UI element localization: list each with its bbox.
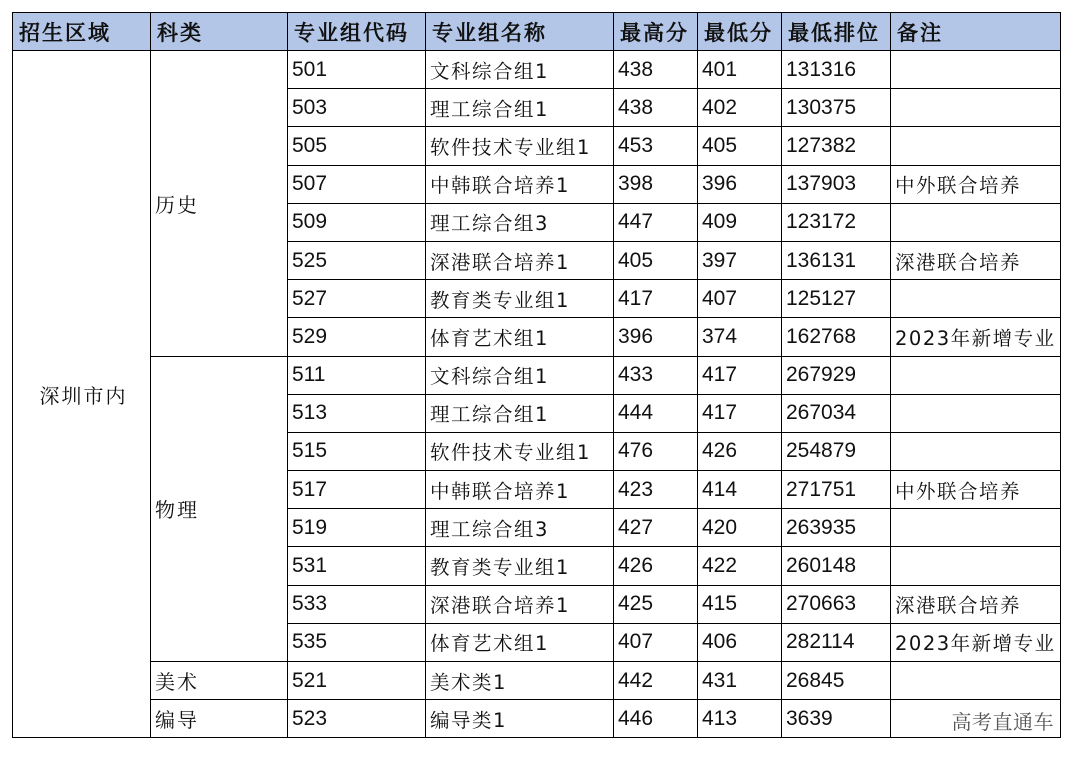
- min-rank-cell: 254879: [782, 432, 891, 470]
- header-note: 备注: [891, 13, 1061, 51]
- min-rank-cell: 260148: [782, 547, 891, 585]
- note-cell: 2023年新增专业: [891, 318, 1061, 356]
- group-code-cell: 505: [288, 127, 426, 165]
- group-code-cell: 501: [288, 51, 426, 89]
- group-name-cell: 理工综合组3: [426, 203, 614, 241]
- note-cell: [891, 89, 1061, 127]
- group-name-cell: 理工综合组1: [426, 394, 614, 432]
- group-name-cell: 软件技术专业组1: [426, 432, 614, 470]
- max-score-cell: 438: [614, 51, 698, 89]
- note-cell: 深港联合培养: [891, 241, 1061, 279]
- table-row: [13, 51, 1061, 89]
- group-code-cell: 531: [288, 547, 426, 585]
- min-rank-cell: 267929: [782, 356, 891, 394]
- group-code-cell: 511: [288, 356, 426, 394]
- min-score-cell: 422: [698, 547, 782, 585]
- group-code-cell: 513: [288, 394, 426, 432]
- score-table-container: [12, 12, 1061, 738]
- group-code-cell: 525: [288, 241, 426, 279]
- table-row: [13, 662, 1061, 700]
- group-name-cell: 深港联合培养1: [426, 585, 614, 623]
- admission-score-table: [12, 12, 1061, 738]
- group-name-cell: 体育艺术组1: [426, 623, 614, 661]
- min-score-cell: 405: [698, 127, 782, 165]
- header-max-score: 最高分: [614, 13, 698, 51]
- note-cell: [891, 394, 1061, 432]
- group-name-cell: 美术类1: [426, 662, 614, 700]
- min-score-cell: 401: [698, 51, 782, 89]
- group-code-cell: 509: [288, 203, 426, 241]
- max-score-cell: 447: [614, 203, 698, 241]
- note-cell: [891, 662, 1061, 700]
- min-rank-cell: 282114: [782, 623, 891, 661]
- group-code-cell: 527: [288, 280, 426, 318]
- min-rank-cell: 162768: [782, 318, 891, 356]
- min-rank-cell: 137903: [782, 165, 891, 203]
- note-cell: [891, 547, 1061, 585]
- min-rank-cell: 136131: [782, 241, 891, 279]
- min-score-cell: 415: [698, 585, 782, 623]
- header-row: [13, 13, 1061, 51]
- max-score-cell: 442: [614, 662, 698, 700]
- max-score-cell: 446: [614, 700, 698, 738]
- subject-cell: 编导: [151, 700, 288, 738]
- min-rank-cell: 270663: [782, 585, 891, 623]
- note-cell: [891, 127, 1061, 165]
- group-code-cell: 521: [288, 662, 426, 700]
- group-code-cell: 503: [288, 89, 426, 127]
- max-score-cell: 433: [614, 356, 698, 394]
- subject-cell: 美术: [151, 662, 288, 700]
- subject-cell: 物理: [151, 356, 288, 662]
- max-score-cell: 405: [614, 241, 698, 279]
- group-name-cell: 深港联合培养1: [426, 241, 614, 279]
- header-group-code: 专业组代码: [288, 13, 426, 51]
- note-cell: 中外联合培养: [891, 165, 1061, 203]
- header-min-score: 最低分: [698, 13, 782, 51]
- group-name-cell: 中韩联合培养1: [426, 165, 614, 203]
- max-score-cell: 426: [614, 547, 698, 585]
- table-body: [13, 51, 1061, 738]
- note-cell: [891, 51, 1061, 89]
- note-cell: [891, 509, 1061, 547]
- max-score-cell: 396: [614, 318, 698, 356]
- note-cell: [891, 356, 1061, 394]
- group-code-cell: 507: [288, 165, 426, 203]
- header-group-name: 专业组名称: [426, 13, 614, 51]
- min-score-cell: 409: [698, 203, 782, 241]
- group-name-cell: 教育类专业组1: [426, 547, 614, 585]
- min-rank-cell: 263935: [782, 509, 891, 547]
- min-rank-cell: 130375: [782, 89, 891, 127]
- group-name-cell: 文科综合组1: [426, 356, 614, 394]
- group-name-cell: 理工综合组1: [426, 89, 614, 127]
- table-row: [13, 356, 1061, 394]
- header-subject: 科类: [151, 13, 288, 51]
- group-code-cell: 517: [288, 471, 426, 509]
- group-name-cell: 中韩联合培养1: [426, 471, 614, 509]
- subject-cell: 历史: [151, 51, 288, 357]
- max-score-cell: 425: [614, 585, 698, 623]
- watermark-text: 高考直通车: [951, 710, 1054, 734]
- min-score-cell: 402: [698, 89, 782, 127]
- group-code-cell: 533: [288, 585, 426, 623]
- table-row: [13, 700, 1061, 738]
- group-code-cell: 519: [288, 509, 426, 547]
- min-score-cell: 407: [698, 280, 782, 318]
- max-score-cell: 417: [614, 280, 698, 318]
- max-score-cell: 398: [614, 165, 698, 203]
- group-name-cell: 理工综合组3: [426, 509, 614, 547]
- min-score-cell: 414: [698, 471, 782, 509]
- group-code-cell: 515: [288, 432, 426, 470]
- min-score-cell: 431: [698, 662, 782, 700]
- min-rank-cell: 125127: [782, 280, 891, 318]
- group-name-cell: 文科综合组1: [426, 51, 614, 89]
- min-rank-cell: 267034: [782, 394, 891, 432]
- min-rank-cell: 271751: [782, 471, 891, 509]
- max-score-cell: 453: [614, 127, 698, 165]
- group-name-cell: 体育艺术组1: [426, 318, 614, 356]
- min-score-cell: 396: [698, 165, 782, 203]
- group-name-cell: 软件技术专业组1: [426, 127, 614, 165]
- min-score-cell: 397: [698, 241, 782, 279]
- min-score-cell: 406: [698, 623, 782, 661]
- region-cell: 深圳市内: [13, 51, 151, 738]
- note-cell: 中外联合培养: [891, 471, 1061, 509]
- min-score-cell: 426: [698, 432, 782, 470]
- min-rank-cell: 131316: [782, 51, 891, 89]
- min-rank-cell: 26845: [782, 662, 891, 700]
- note-cell: [891, 280, 1061, 318]
- max-score-cell: 423: [614, 471, 698, 509]
- note-cell: [891, 203, 1061, 241]
- header-min-rank: 最低排位: [782, 13, 891, 51]
- note-cell: [891, 432, 1061, 470]
- header-region: 招生区域: [13, 13, 151, 51]
- min-rank-cell: 123172: [782, 203, 891, 241]
- note-cell: 2023年新增专业: [891, 623, 1061, 661]
- max-score-cell: 438: [614, 89, 698, 127]
- min-rank-cell: 3639: [782, 700, 891, 738]
- max-score-cell: 476: [614, 432, 698, 470]
- min-score-cell: 413: [698, 700, 782, 738]
- group-code-cell: 529: [288, 318, 426, 356]
- min-score-cell: 417: [698, 356, 782, 394]
- min-rank-cell: 127382: [782, 127, 891, 165]
- max-score-cell: 444: [614, 394, 698, 432]
- group-code-cell: 523: [288, 700, 426, 738]
- min-score-cell: 420: [698, 509, 782, 547]
- group-code-cell: 535: [288, 623, 426, 661]
- max-score-cell: 407: [614, 623, 698, 661]
- min-score-cell: 417: [698, 394, 782, 432]
- group-name-cell: 编导类1: [426, 700, 614, 738]
- min-score-cell: 374: [698, 318, 782, 356]
- note-cell: 深港联合培养: [891, 585, 1061, 623]
- max-score-cell: 427: [614, 509, 698, 547]
- group-name-cell: 教育类专业组1: [426, 280, 614, 318]
